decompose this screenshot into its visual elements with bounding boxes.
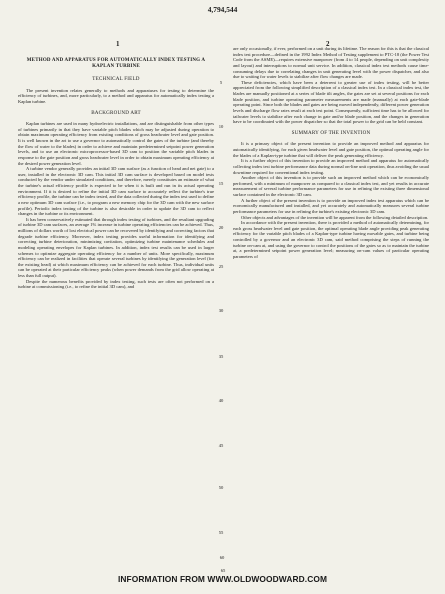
paragraph: It has been conservatively estimated that through index testing of turbines, and the resultant upgrading of turbine 3D cam surfaces, an average 1% increase in turbine operating efficiencies can be achieved. Thus, millions of dollars worth of lost electrical power can be recovered by identifying and correcting factors that degrade turbine efficiency. Moreover, index testing provides useful information for identifying and correcting turbine deterioration, minimizing cavitation, optimizing turbine maintenance schedules and modeling operating envelopes for Kaplan turbines. In addition, index test results can be used in larger schemes to optimize aggregate operating efficiency for a number of units. More specifically, maximum efficiency can be realized in facilities that operate several turbines by identifying the generation level (for the existing head) at which maximum efficiency can be achieved for each turbine. Thus, individual units can be operated at their particular efficiency peaks (when power demands from the grid allow operating at less than full output). — [18, 216, 214, 278]
paragraph: It is a primary object of the present invention to provide an improved method and apparatus for automatically identifying, for each given headwater level and gate position, the optimal operating angle for the blades of a Kaplan-type turbine that will deliver the peak generating efficiency. — [233, 141, 429, 158]
paragraph: Despite the numerous benefits provided by index testing, such tests are often not performed on a turbine at commissioning (i.e., to refine the initial 3D cam), and — [18, 278, 214, 290]
line-number: 50 — [218, 485, 224, 490]
right-column — [233, 46, 429, 260]
paragraph: The present invention relates generally to methods and apparatuses for testing to determine the efficiency of turbines, and, more particularly, to a method and apparatus for automatically index testing a Kaplan turbine. — [18, 87, 214, 104]
line-number: 5 — [219, 80, 223, 85]
paragraph: These deficiencies, which have been a deterrent to greater use of index testing, will be better appreciated from the following simplified description of a classical index test. In a classical index test, the blades are manually positioned at a series of blade tilt angles, the gates are set at several positions for each blade position, and turbine operating parameter measurements are made (manually) at each gate-blade operating point. Since both the blades and gates are being moved independently, different power generation levels and discharge flow rates result at each test point. Consequently, sufficient time has to be allowed for tailwater levels to stabilize after each change in gate and/or blade position, and the changes in generation have to be coordinated with the power dispatcher so that the total power to the grid can be held constant. — [233, 79, 429, 125]
paragraph: A further object of the present invention is to provide an improved index test apparatus which can be economically manufactured and installed, and yet accurately and automatically measures several turbine performance parameters for use in refining the turbine's existing electronic 3D cam. — [233, 197, 429, 214]
line-number: 10 — [218, 124, 224, 129]
line-number: 45 — [218, 443, 224, 448]
patent-number: 4,794,544 — [207, 5, 238, 14]
heading-summary: SUMMARY OF THE INVENTION — [291, 129, 371, 136]
footer-source-link[interactable]: INFORMATION FROM WWW.OLDWOODWARD.COM — [117, 574, 328, 584]
paragraph: are only occasionally, if ever, performed on a unit during its lifetime. The reason for this is that the classical index test procedure—defined in the 1992 Index Method of Testing supplement to PTC-18 (the Power Test Code from the ASME)—requires extensive manpower (from 4 to 14 people, depending on unit complexity and layout) and interruptions to normal unit service. In addition, classical index test methods cause time-consuming delays due to correlating changes in unit generating level with the power dispatcher, and also due to waiting for water levels to stabilize after flow changes are made. — [233, 46, 429, 80]
line-number: 15 — [218, 181, 224, 186]
line-number: 30 — [218, 308, 224, 313]
line-number: 60 — [219, 555, 225, 560]
column-number-right: 2 — [326, 40, 330, 48]
invention-title: METHOD AND APPARATUS FOR AUTOMATICALLY INDEX TESTING A KAPLAN TURBINE — [26, 58, 206, 69]
line-number-gutter — [213, 0, 229, 594]
line-number: 65 — [220, 568, 226, 573]
line-number: 25 — [218, 264, 224, 269]
paragraph: Kaplan turbines are used in many hydroelectric installations, and are distinguishable from other types of turbines primarily in that they have variable pitch blades which may be adjusted during operation to obtain maximum operating efficiency from existing conditions of gross headwater level and gate position. It is well known in the art to use a governor to automatically control the gates of the turbine (and thereby the flow of water to the blades) in order to achieve and maintain predetermined setpoint power generation levels, and to use an electronic microprocessor-based 3D cam to position the variable pitch blades in response to the gate position and gross headwater level in order to obtain maximum operating efficiency at the desired power generation level. — [18, 121, 214, 166]
line-number: 55 — [218, 530, 224, 535]
line-number: 40 — [218, 398, 224, 403]
paragraph: It is a further object of this invention to provide an improved method and apparatus for automatically collecting index test turbine performance data during normal on-line unit operation, thus avoiding the usual downtime required for conventional index testing. — [233, 158, 429, 175]
paragraph: Other objects and advantages of the invention will be apparent from the following detailed description. — [241, 214, 429, 220]
heading-technical-field: TECHNICAL FIELD — [92, 76, 140, 82]
heading-background-art: BACKGROUND ART — [91, 109, 141, 116]
paragraph: In accordance with the present invention, there is provided a method of automatically determining, for each gross headwater level and gate position, the optimal operating blade angle providing peak generating efficiency for the variable pitch blades of a Kaplan-type turbine having movable gates, and turbine being controlled by a governor and an electronic 3D cam, said method comprising the steps of running the turbine on-cam at, and using the governor to control the positions of the gates so as to maintain the turbine at, a predetermined setpoint power generation level; measuring on-cam values of particular operating parameters of — [233, 220, 429, 259]
paragraph: Another object of this invention is to provide such an improved method which can be economically performed, with a minimum of manpower as compared to a classical index test, and yet results in accurate measurement of several turbine performance parameters for use in refining the existing three dimensional surface contained in the electronic 3D cam. — [233, 175, 429, 197]
column-number-left: 1 — [116, 40, 120, 48]
line-number: 20 — [218, 225, 224, 230]
line-number: 35 — [218, 354, 224, 359]
left-column — [18, 58, 214, 290]
paragraph: A turbine vendor generally provides an initial 3D cam surface (as a function of head and net gate) to a user, installed in the electronic 3D cam. This initial 3D cam surface is developed based on model tests conducted by the vendor under simulated conditions, and therefore, merely constitutes an estimate of what the turbine's actual efficiency profile is expected to be when it is built and run in its actual operating environment. If it is desired to refine the initial 3D cam surface to accurately reflect the turbine's true efficiency profile, the turbine can be index tested, and the data collected during the index test used to define a new optimum 3D cam surface (i.e., to program a new memory chip for the 3D cam with the new surface profile). Periodic index testing of the turbine is also desirable in order to update the 3D cam to reflect changes in the turbine or its environment. — [18, 166, 214, 217]
